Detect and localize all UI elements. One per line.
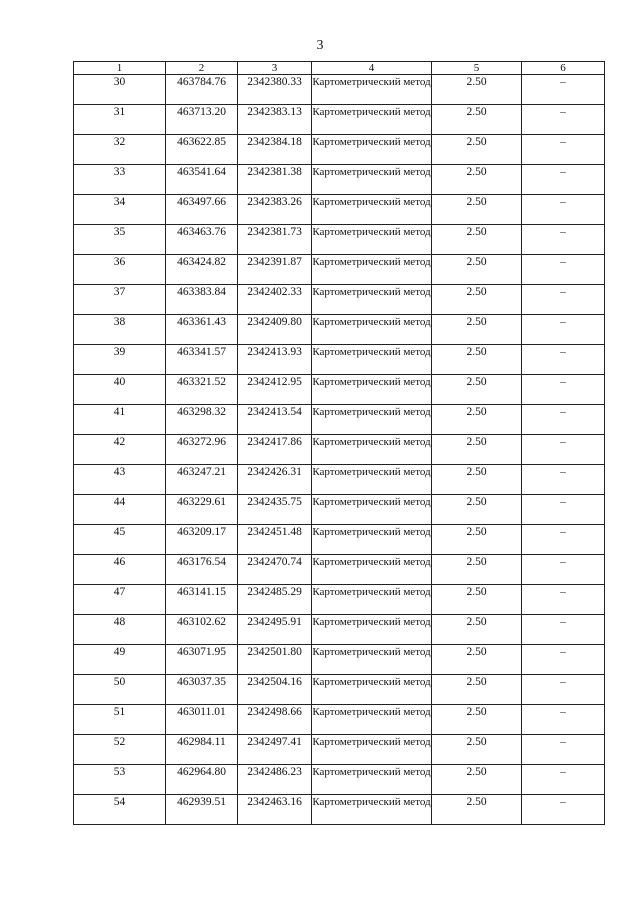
method-cell: Картометрический метод [312, 615, 432, 645]
accuracy-cell: 2.50 [432, 405, 522, 435]
x-coordinate-cell: 463463.76 [166, 225, 238, 255]
header-cell: 5 [432, 62, 522, 75]
y-coordinate-cell: 2342486.23 [238, 765, 312, 795]
method-cell: Картометрический метод [312, 195, 432, 225]
y-coordinate-cell: 2342413.93 [238, 345, 312, 375]
x-coordinate-cell: 463622.85 [166, 135, 238, 165]
y-coordinate-cell: 2342402.33 [238, 285, 312, 315]
accuracy-cell: 2.50 [432, 705, 522, 735]
note-cell: – [522, 525, 605, 555]
method-cell: Картометрический метод [312, 555, 432, 585]
accuracy-cell: 2.50 [432, 255, 522, 285]
table-row [74, 105, 605, 135]
x-coordinate-cell: 463713.20 [166, 105, 238, 135]
x-coordinate-cell: 463321.52 [166, 375, 238, 405]
x-coordinate-cell: 463272.96 [166, 435, 238, 465]
x-coordinate-cell: 463541.64 [166, 165, 238, 195]
method-cell: Картометрический метод [312, 375, 432, 405]
y-coordinate-cell: 2342435.75 [238, 495, 312, 525]
accuracy-cell: 2.50 [432, 735, 522, 765]
note-cell: – [522, 195, 605, 225]
header-cell: 2 [166, 62, 238, 75]
accuracy-cell: 2.50 [432, 105, 522, 135]
note-cell: – [522, 135, 605, 165]
method-cell: Картометрический метод [312, 255, 432, 285]
coordinates-table [73, 61, 605, 825]
point-number-cell: 36 [74, 255, 166, 285]
accuracy-cell: 2.50 [432, 315, 522, 345]
accuracy-cell: 2.50 [432, 285, 522, 315]
note-cell: – [522, 465, 605, 495]
method-cell: Картометрический метод [312, 105, 432, 135]
table-row [74, 225, 605, 255]
note-cell: – [522, 645, 605, 675]
x-coordinate-cell: 463784.76 [166, 75, 238, 105]
method-cell: Картометрический метод [312, 525, 432, 555]
note-cell: – [522, 495, 605, 525]
table-row [74, 315, 605, 345]
x-coordinate-cell: 463361.43 [166, 315, 238, 345]
header-cell: 3 [238, 62, 312, 75]
note-cell: – [522, 795, 605, 825]
table-row [74, 735, 605, 765]
method-cell: Картометрический метод [312, 225, 432, 255]
accuracy-cell: 2.50 [432, 465, 522, 495]
header-cell: 6 [522, 62, 605, 75]
point-number-cell: 34 [74, 195, 166, 225]
note-cell: – [522, 705, 605, 735]
point-number-cell: 37 [74, 285, 166, 315]
method-cell: Картометрический метод [312, 585, 432, 615]
point-number-cell: 51 [74, 705, 166, 735]
x-coordinate-cell: 463209.17 [166, 525, 238, 555]
point-number-cell: 48 [74, 615, 166, 645]
note-cell: – [522, 165, 605, 195]
table-row [74, 135, 605, 165]
y-coordinate-cell: 2342409.80 [238, 315, 312, 345]
y-coordinate-cell: 2342381.38 [238, 165, 312, 195]
y-coordinate-cell: 2342381.73 [238, 225, 312, 255]
accuracy-cell: 2.50 [432, 765, 522, 795]
point-number-cell: 47 [74, 585, 166, 615]
method-cell: Картометрический метод [312, 165, 432, 195]
accuracy-cell: 2.50 [432, 165, 522, 195]
x-coordinate-cell: 462939.51 [166, 795, 238, 825]
table-row [74, 645, 605, 675]
x-coordinate-cell: 463298.32 [166, 405, 238, 435]
y-coordinate-cell: 2342485.29 [238, 585, 312, 615]
x-coordinate-cell: 463071.95 [166, 645, 238, 675]
note-cell: – [522, 285, 605, 315]
y-coordinate-cell: 2342495.91 [238, 615, 312, 645]
y-coordinate-cell: 2342384.18 [238, 135, 312, 165]
y-coordinate-cell: 2342497.41 [238, 735, 312, 765]
point-number-cell: 40 [74, 375, 166, 405]
accuracy-cell: 2.50 [432, 195, 522, 225]
point-number-cell: 49 [74, 645, 166, 675]
method-cell: Картометрический метод [312, 405, 432, 435]
note-cell: – [522, 735, 605, 765]
point-number-cell: 31 [74, 105, 166, 135]
table-row [74, 615, 605, 645]
x-coordinate-cell: 463229.61 [166, 495, 238, 525]
point-number-cell: 52 [74, 735, 166, 765]
table-row [74, 345, 605, 375]
table-row [74, 195, 605, 225]
point-number-cell: 43 [74, 465, 166, 495]
y-coordinate-cell: 2342501.80 [238, 645, 312, 675]
table-row [74, 435, 605, 465]
note-cell: – [522, 375, 605, 405]
note-cell: – [522, 435, 605, 465]
note-cell: – [522, 555, 605, 585]
header-cell: 4 [312, 62, 432, 75]
method-cell: Картометрический метод [312, 435, 432, 465]
point-number-cell: 45 [74, 525, 166, 555]
method-cell: Картометрический метод [312, 315, 432, 345]
method-cell: Картометрический метод [312, 795, 432, 825]
accuracy-cell: 2.50 [432, 555, 522, 585]
x-coordinate-cell: 462964.80 [166, 765, 238, 795]
table-row [74, 765, 605, 795]
accuracy-cell: 2.50 [432, 645, 522, 675]
y-coordinate-cell: 2342426.31 [238, 465, 312, 495]
point-number-cell: 41 [74, 405, 166, 435]
method-cell: Картометрический метод [312, 495, 432, 525]
accuracy-cell: 2.50 [432, 495, 522, 525]
method-cell: Картометрический метод [312, 75, 432, 105]
y-coordinate-cell: 2342383.13 [238, 105, 312, 135]
y-coordinate-cell: 2342417.86 [238, 435, 312, 465]
note-cell: – [522, 225, 605, 255]
accuracy-cell: 2.50 [432, 675, 522, 705]
x-coordinate-cell: 463383.84 [166, 285, 238, 315]
table-row [74, 525, 605, 555]
x-coordinate-cell: 463247.21 [166, 465, 238, 495]
point-number-cell: 42 [74, 435, 166, 465]
point-number-cell: 35 [74, 225, 166, 255]
note-cell: – [522, 255, 605, 285]
method-cell: Картометрический метод [312, 285, 432, 315]
table-row [74, 495, 605, 525]
method-cell: Картометрический метод [312, 735, 432, 765]
x-coordinate-cell: 463102.62 [166, 615, 238, 645]
table-row [74, 705, 605, 735]
header-cell: 1 [74, 62, 166, 75]
y-coordinate-cell: 2342498.66 [238, 705, 312, 735]
method-cell: Картометрический метод [312, 645, 432, 675]
table-header-row [74, 62, 605, 75]
point-number-cell: 46 [74, 555, 166, 585]
accuracy-cell: 2.50 [432, 375, 522, 405]
note-cell: – [522, 585, 605, 615]
y-coordinate-cell: 2342504.16 [238, 675, 312, 705]
table-row [74, 255, 605, 285]
point-number-cell: 30 [74, 75, 166, 105]
x-coordinate-cell: 463424.82 [166, 255, 238, 285]
accuracy-cell: 2.50 [432, 345, 522, 375]
method-cell: Картометрический метод [312, 465, 432, 495]
point-number-cell: 54 [74, 795, 166, 825]
accuracy-cell: 2.50 [432, 435, 522, 465]
page-number: 3 [316, 38, 324, 53]
note-cell: – [522, 405, 605, 435]
table-row [74, 585, 605, 615]
table-row [74, 405, 605, 435]
note-cell: – [522, 345, 605, 375]
x-coordinate-cell: 463341.57 [166, 345, 238, 375]
accuracy-cell: 2.50 [432, 135, 522, 165]
note-cell: – [522, 765, 605, 795]
table-row [74, 465, 605, 495]
point-number-cell: 44 [74, 495, 166, 525]
x-coordinate-cell: 463141.15 [166, 585, 238, 615]
accuracy-cell: 2.50 [432, 615, 522, 645]
note-cell: – [522, 615, 605, 645]
point-number-cell: 32 [74, 135, 166, 165]
table-row [74, 555, 605, 585]
method-cell: Картометрический метод [312, 675, 432, 705]
y-coordinate-cell: 2342451.48 [238, 525, 312, 555]
point-number-cell: 50 [74, 675, 166, 705]
table-row [74, 675, 605, 705]
point-number-cell: 33 [74, 165, 166, 195]
note-cell: – [522, 675, 605, 705]
point-number-cell: 53 [74, 765, 166, 795]
note-cell: – [522, 315, 605, 345]
method-cell: Картометрический метод [312, 135, 432, 165]
x-coordinate-cell: 463497.66 [166, 195, 238, 225]
accuracy-cell: 2.50 [432, 585, 522, 615]
method-cell: Картометрический метод [312, 705, 432, 735]
x-coordinate-cell: 462984.11 [166, 735, 238, 765]
point-number-cell: 39 [74, 345, 166, 375]
method-cell: Картометрический метод [312, 765, 432, 795]
x-coordinate-cell: 463176.54 [166, 555, 238, 585]
table-row [74, 795, 605, 825]
accuracy-cell: 2.50 [432, 525, 522, 555]
method-cell: Картометрический метод [312, 345, 432, 375]
y-coordinate-cell: 2342470.74 [238, 555, 312, 585]
y-coordinate-cell: 2342380.33 [238, 75, 312, 105]
table-row [74, 375, 605, 405]
y-coordinate-cell: 2342383.26 [238, 195, 312, 225]
table-row [74, 285, 605, 315]
y-coordinate-cell: 2342463.16 [238, 795, 312, 825]
accuracy-cell: 2.50 [432, 795, 522, 825]
table-row [74, 165, 605, 195]
x-coordinate-cell: 463037.35 [166, 675, 238, 705]
y-coordinate-cell: 2342413.54 [238, 405, 312, 435]
y-coordinate-cell: 2342391.87 [238, 255, 312, 285]
accuracy-cell: 2.50 [432, 75, 522, 105]
y-coordinate-cell: 2342412.95 [238, 375, 312, 405]
x-coordinate-cell: 463011.01 [166, 705, 238, 735]
point-number-cell: 38 [74, 315, 166, 345]
note-cell: – [522, 75, 605, 105]
note-cell: – [522, 105, 605, 135]
table-row [74, 75, 605, 105]
accuracy-cell: 2.50 [432, 225, 522, 255]
